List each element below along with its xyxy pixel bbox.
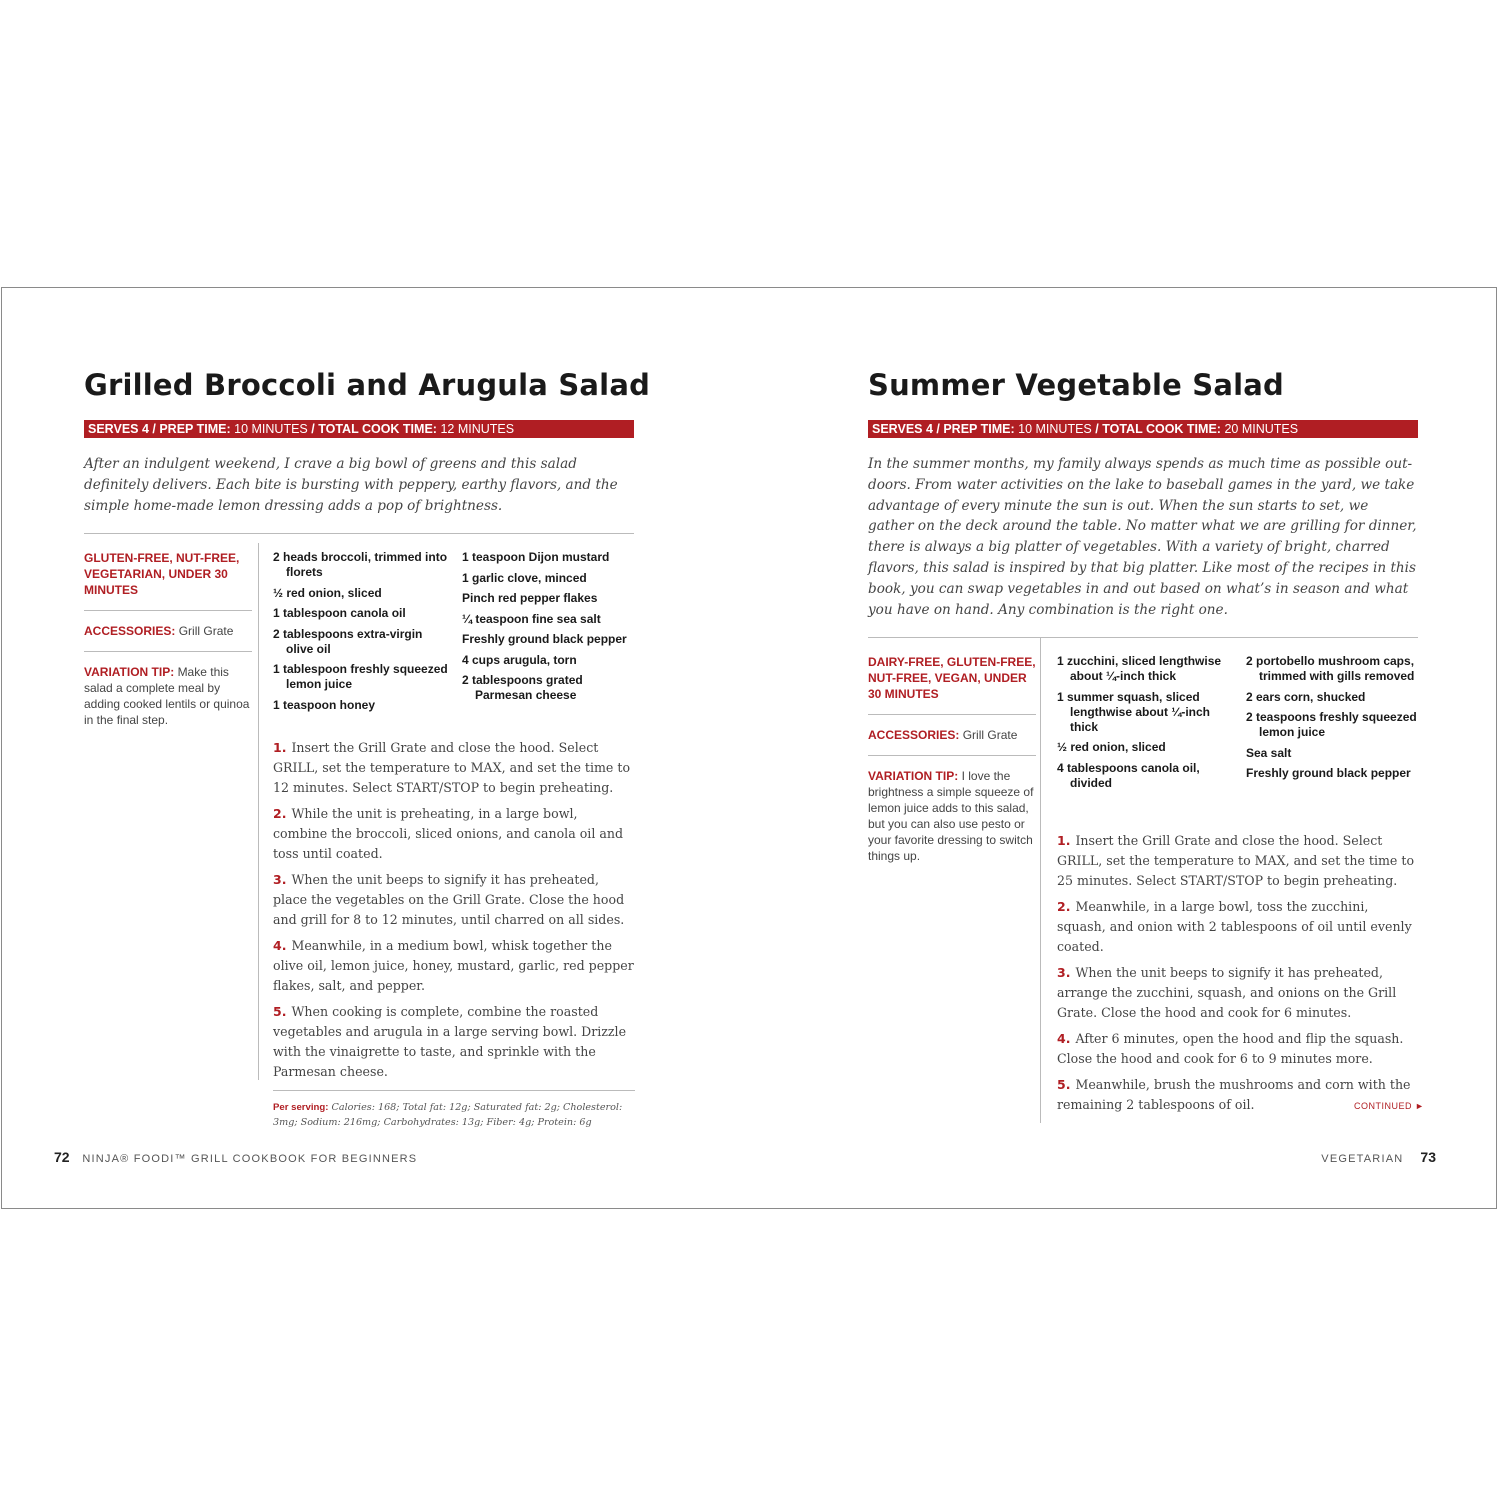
step-number: 1. [273,740,287,755]
step-text: When the unit beeps to signify it has preheated, arrange the zucchini, squash, and onions on the Grill Grate. Close the hood and cook for 6 minutes. [1057,965,1397,1020]
nutrition-label: Per serving: [273,1102,329,1113]
step-number: 3. [1057,965,1071,980]
ingredient-item: 2 portobello mushroom caps, trimmed with gills removed [1246,654,1415,683]
recipe-step [1057,1029,1419,1069]
recipe-intro: In the summer months, my family always spends as much time as possible out-doors. From water activities on the lake to baseball games in the yard, we take advantage of every minute the sun is out. When the sun starts to set, we gather on the deck around the table. No matter what we are grilling for dinner, there is always a big platter of vegetables. With a variety of bright, charred flavors, this salad is inspired by that big platter. Like most of the recipes in this book, you can swap vegetables in and out based on what’s in season and what you have on hand. Any combination is the right one. [868,456,1417,618]
ingredient-item: 1 summer squash, sliced lengthwise about ¼-inch thick [1057,689,1211,734]
recipe-step [273,738,635,798]
ingredient-item: ½ red onion, sliced [273,585,382,600]
ingredient-item: 1 tablespoon freshly squeezed lemon juice [273,662,448,691]
variation-tip [868,768,1036,864]
ingredient-item: 2 teaspoons freshly squeezed lemon juice [1246,710,1417,739]
ingredient-item: ¼ teaspoon fine sea salt [462,611,601,626]
cook-time: 12 MINUTES [440,422,515,436]
prep-time: 10 MINUTES [1018,422,1092,436]
step-number: 3. [273,872,287,887]
divider [84,533,634,534]
ingredient-item: Sea salt [1246,745,1292,760]
ingredient-item: Freshly ground black pepper [462,632,627,646]
step-text: When cooking is complete, combine the roasted vegetables and arugula in a large serving bowl. Drizzle with the vinaigrette to taste, and sprinkle with the Parmesan cheese. [273,1004,627,1079]
ingredient-item: 2 tablespoons grated Parmesan cheese [462,673,583,702]
continued-label: CONTINUED ► [1354,1101,1425,1111]
recipe-sidebar [84,550,252,728]
column-divider [258,543,259,1080]
diet-labels: GLUTEN-FREE, NUT-FREE, VEGETARIAN, UNDER 30 MINUTES [84,551,240,597]
accessories-value: Grill Grate [962,728,1018,742]
step-number: 2. [273,806,287,821]
step-text: Meanwhile, brush the mushrooms and corn with the remaining 2 tablespoons of oil. [1057,1077,1411,1112]
ingredient-item: 4 tablespoons canola oil, divided [1057,760,1200,790]
recipe-title: Grilled Broccoli and Arugula Salad [84,368,651,402]
ingredients-column-1 [273,550,453,718]
step-number: 5. [273,1004,287,1019]
step-number: 4. [1057,1031,1071,1046]
step-text: Insert the Grill Grate and close the hood. Select GRILL, set the temperature to MAX, and set the time to 12 minutes. Select START/STOP to begin preheating. [273,740,631,795]
ingredient-item: 1 teaspoon Dijon mustard [462,550,610,564]
step-number: 2. [1057,899,1071,914]
step-number: 5. [1057,1077,1071,1092]
recipe-step [273,870,635,930]
ingredient-item: Pinch red pepper flakes [462,591,598,605]
recipe-step [273,1002,635,1082]
page-number: 73 [1420,1149,1436,1165]
tip-text: Make this salad a complete meal by adding cooked lentils or quinoa in the final step. [84,665,250,727]
sidebar-divider [84,610,252,611]
recipe-step [1057,831,1419,891]
ingredient-item: 1 zucchini, sliced lengthwise about ¼-inch thick [1057,654,1222,683]
tip-label: VARIATION TIP: [868,769,959,783]
recipe-title: Summer Vegetable Salad [868,368,1285,402]
recipe-step [273,936,635,996]
ingredient-item: 2 ears corn, shucked [1246,689,1366,704]
cook-label: / TOTAL COOK TIME: [1095,422,1221,436]
sidebar-divider [84,651,252,652]
ingredient-item: ½ red onion, sliced [1057,740,1166,754]
sidebar-divider [868,755,1036,756]
recipe-step [1057,897,1419,957]
variation-tip [84,664,252,728]
step-text: When the unit beeps to signify it has preheated, place the vegetables on the Grill Grate. Close the hood and grill for 8 to 12 minutes, until charred on all sides. [273,872,625,927]
step-number: 1. [1057,833,1071,848]
accessories [868,727,1036,743]
page-73 [750,288,1498,1208]
step-text: Insert the Grill Grate and close the hood. Select GRILL, set the temperature to MAX, and set the time to 25 minutes. Select START/STOP to begin preheating. [1057,833,1415,888]
page-number: 72 [54,1149,70,1165]
recipe-sidebar [868,654,1036,864]
recipe-step [1057,963,1419,1023]
book-title: NINJA® FOODI™ GRILL COOKBOOK FOR BEGINNERS [82,1153,418,1165]
tip-text: I love the brightness a simple squeeze of lemon juice adds to this salad, but you can also use pesto or your favorite dressing to switch things up. [868,769,1034,863]
ingredient-item: 1 teaspoon honey [273,697,376,712]
ingredient-item: 2 tablespoons extra-virgin olive oil [273,626,423,656]
page-footer [1321,1149,1436,1165]
serves-label: SERVES 4 / PREP TIME: [872,422,1015,436]
ingredient-item: 2 heads broccoli, trimmed into florets [273,550,448,579]
cook-label: / TOTAL COOK TIME: [311,422,437,436]
step-number: 4. [273,938,287,953]
section-title: VEGETARIAN [1321,1153,1404,1165]
tip-label: VARIATION TIP: [84,665,175,679]
ingredients-column-2 [462,550,637,709]
recipe-meta-bar [84,420,634,438]
divider [868,637,1418,638]
recipe-step [273,804,635,864]
serves-label: SERVES 4 / PREP TIME: [88,422,231,436]
book-spread [1,287,1497,1209]
recipe-intro: After an indulgent weekend, I crave a big bowl of greens and this salad definitely delivers. Each bite is bursting with peppery, earthy flavors, and the simple home-made lemon dressing adds a pop of brightness. [84,456,618,514]
accessories-value: Grill Grate [178,624,234,638]
cook-time: 20 MINUTES [1224,422,1299,436]
step-text: After 6 minutes, open the hood and flip the squash. Close the hood and cook for 6 to 9 minutes more. [1057,1031,1404,1066]
recipe-meta-bar [868,420,1418,438]
recipe-steps [273,738,635,1088]
recipe-steps [1057,831,1419,1121]
accessories [84,623,252,639]
page-72 [2,288,752,1208]
diet-labels: DAIRY-FREE, GLUTEN-FREE, NUT-FREE, VEGAN, UNDER 30 MINUTES [868,655,1036,701]
nutrition-values: Calories: 168; Total fat: 12g; Saturated fat: 2g; Cholesterol: 3mg; Sodium: 216mg; Carbohydrates: 13g; Fiber: 4g; Protein: 6g [273,1102,623,1128]
page-footer [54,1149,417,1165]
ingredient-item: 1 tablespoon canola oil [273,606,406,620]
step-text: While the unit is preheating, in a large bowl, combine the broccoli, sliced onions, and canola oil and toss until coated. [273,806,624,861]
step-text: Meanwhile, in a large bowl, toss the zucchini, squash, and onion with 2 tablespoons of oil until evenly coated. [1057,899,1412,954]
accessories-label: ACCESSORIES: [868,728,960,742]
accessories-label: ACCESSORIES: [84,624,176,638]
ingredient-item: 4 cups arugula, torn [462,652,577,667]
sidebar-divider [868,714,1036,715]
column-divider [1040,637,1041,1123]
ingredient-item: 1 garlic clove, minced [462,570,587,585]
nutrition-divider [273,1090,635,1091]
ingredient-item: Freshly ground black pepper [1246,766,1411,780]
ingredients-column-2 [1246,654,1421,787]
nutrition-info [273,1100,635,1130]
step-text: Meanwhile, in a medium bowl, whisk together the olive oil, lemon juice, honey, mustard, garlic, red pepper flakes, salt, and pepper. [273,938,634,993]
prep-time: 10 MINUTES [234,422,308,436]
ingredients-column-1 [1057,654,1239,796]
